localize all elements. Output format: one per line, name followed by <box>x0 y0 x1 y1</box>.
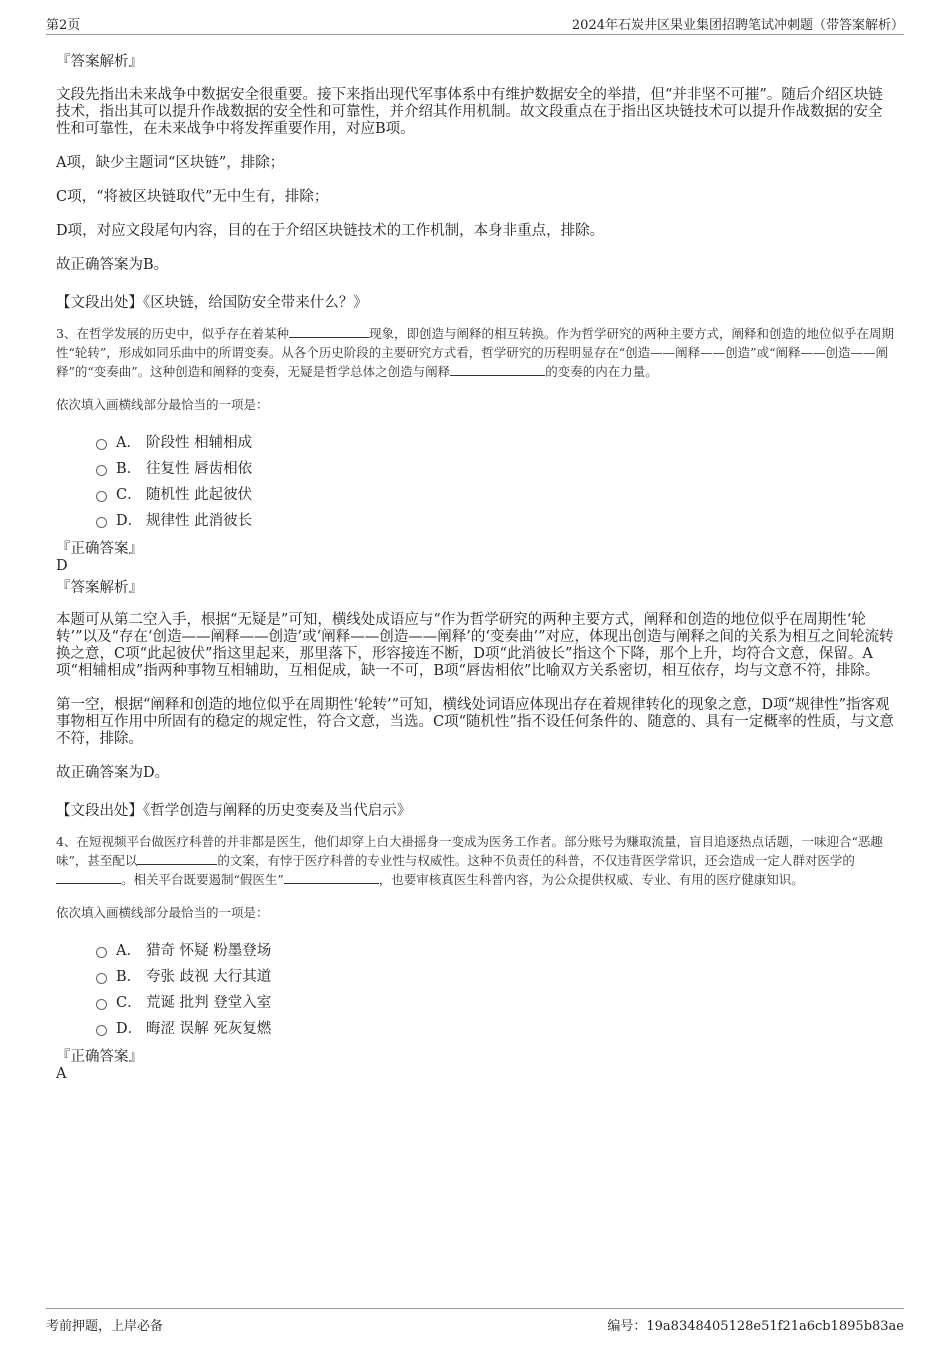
page-number: 第2页 <box>46 18 81 33</box>
passage-source: 【文段出处】《哲学创造与阐释的历史变奏及当代启示》 <box>56 803 412 819</box>
blank-line <box>289 325 369 338</box>
q3-text-part-2: 现象，即创造与阐释的相互转换。作为哲学研究的两种主要方式，阐释和创造的地位似乎在周期性“轮转”，形成如同乐曲中的所谓变奏。从各个历史阶段的主要研究方式看，哲学研究的历程明显存在“创造——阐释——创造”或“阐释——创造——阐释”的“变奏曲”。这种创造和阐释的变奏，无疑是哲学总体之创造与阐释 <box>56 326 894 379</box>
option-a[interactable] <box>56 431 896 457</box>
analysis-paragraph: 文段先指出未来战争中数据安全很重要。接下来指出现代军事体系中有维护数据安全的举措，但“并非坚不可摧”。随后介绍区块链技术，指出其可以提升作战数据的安全性和可靠性，并介绍其作用机制。故文段重点在于指出区块链技术可以提升作战数据的安全性和可靠性，在未来战争中将发挥重要作用，对应B项。 <box>56 87 883 137</box>
blank-line <box>137 852 217 865</box>
radio-icon[interactable] <box>96 517 107 528</box>
analysis-paragraph: 第一空，根据“阐释和创造的地位似乎在周期性‘轮转’”可知，横线处词语应体现出存在着规律转化的现象之意，D项“规律性”指客观事物相互作用中所固有的稳定的规定性，符合文意，当选。C项“随机性”指不设任何条件的、随意的、具有一定概率的性质，与文意不符，排除。 <box>56 697 894 747</box>
q4-text-part-4: ，也要审核真医生科普内容，为公众提供权威、专业、有用的医疗健康知识。 <box>378 872 804 887</box>
option-letter: D． <box>116 513 143 529</box>
answer-conclusion: 故正确答案为D。 <box>56 765 170 781</box>
radio-icon[interactable] <box>96 1025 107 1036</box>
page-content <box>56 44 896 1082</box>
analysis-paragraph: 本题可从第二空入手，根据“无疑是”可知，横线处成语应与“作为哲学研究的两种主要方式，阐释和创造的地位似乎在周期性‘轮转’”以及“存在‘创造——阐释——创造’或‘阐释——创造——阐释’的‘变奏曲’”对应，体现出创造与阐释之间的关系为相互之间轮流转换之意，C项“此起彼伏”指这里起来，那里落下，形容接连不断，D项“此消彼长”指这个下降，那个上升，均符合文意，保留。A项“相辅相成”指两种事物互相辅助，互相促成，缺一不可，B项“唇齿相依”比喻双方关系密切，相互依存，均与文意不符，排除。 <box>56 612 894 679</box>
q4-text-part-3: 。相关平台既要遏制“假医生” <box>121 872 284 887</box>
q4-options <box>56 939 896 1043</box>
radio-icon[interactable] <box>96 999 107 1010</box>
radio-icon[interactable] <box>96 947 107 958</box>
q3-text-part-1: 3、在哲学发展的历史中，似乎存在着某种 <box>56 326 289 341</box>
option-b[interactable] <box>56 457 896 483</box>
page-footer <box>46 1308 904 1335</box>
correct-answer: A <box>56 1066 67 1082</box>
option-text: 荒诞 批判 登堂入室 <box>146 995 272 1011</box>
option-c[interactable] <box>56 483 896 509</box>
option-d[interactable] <box>56 1017 896 1043</box>
option-letter: A． <box>116 943 141 959</box>
correct-answer-label: 『正确答案』 <box>56 1049 143 1065</box>
radio-icon[interactable] <box>96 973 107 984</box>
analysis-label: 『答案解析』 <box>56 580 143 596</box>
option-text: 晦涩 误解 死灰复燃 <box>146 1021 272 1037</box>
correct-answer: D <box>56 558 68 574</box>
option-letter: B． <box>116 969 142 985</box>
option-a[interactable] <box>56 939 896 965</box>
q3-text-part-3: 的变奏的内在力量。 <box>545 364 658 379</box>
radio-icon[interactable] <box>96 465 107 476</box>
question-4-text <box>56 832 896 889</box>
blank-line <box>450 363 545 376</box>
q4-text-part-1: 4、在短视频平台做医疗科普的并非都是医生，他们却穿上白大褂摇身一变成为医务工作者。部分账号为赚取流量，盲目追逐热点话题，一味迎合“恶趣味”，甚至配以 <box>56 834 883 868</box>
analysis-option-c: C项，“将被区块链取代”无中生有，排除； <box>56 189 329 205</box>
radio-icon[interactable] <box>96 491 107 502</box>
question-instruction: 依次填入画横线部分最恰当的一项是： <box>56 397 269 412</box>
option-text: 阶段性 相辅相成 <box>146 435 253 451</box>
option-letter: A． <box>116 435 141 451</box>
option-text: 往复性 唇齿相依 <box>146 461 253 477</box>
question-instruction: 依次填入画横线部分最恰当的一项是： <box>56 905 269 920</box>
option-c[interactable] <box>56 991 896 1017</box>
option-text: 规律性 此消彼长 <box>146 513 253 529</box>
option-d[interactable] <box>56 509 896 535</box>
passage-source: 【文段出处】《区块链，给国防安全带来什么？》 <box>56 295 368 311</box>
document-id: 编号：19a8348405128e51f21a6cb1895b83ae <box>607 1319 904 1334</box>
document-title: 2024年石炭井区果业集团招聘笔试冲刺题（带答案解析） <box>571 18 904 33</box>
option-letter: C． <box>116 487 142 503</box>
analysis-label: 『答案解析』 <box>56 54 143 70</box>
option-letter: B． <box>116 461 142 477</box>
option-letter: D． <box>116 1021 143 1037</box>
blank-line <box>284 871 379 884</box>
footer-slogan: 考前押题，上岸必备 <box>46 1319 164 1334</box>
option-b[interactable] <box>56 965 896 991</box>
q4-text-part-2: 的文案，有悖于医疗科普的专业性与权威性。这种不负责任的科普，不仅违背医学常识，还会造成一定人群对医学的 <box>217 853 855 868</box>
blank-line <box>56 871 121 884</box>
correct-answer-label: 『正确答案』 <box>56 541 143 557</box>
option-text: 猎奇 怀疑 粉墨登场 <box>146 943 272 959</box>
option-letter: C． <box>116 995 142 1011</box>
analysis-option-a: A项，缺少主题词“区块链”，排除； <box>56 155 285 171</box>
option-text: 夸张 歧视 大行其道 <box>146 969 272 985</box>
question-3-text <box>56 324 896 381</box>
page-header <box>46 14 904 35</box>
answer-conclusion: 故正确答案为B。 <box>56 257 169 273</box>
q3-options <box>56 431 896 535</box>
analysis-option-d: D项，对应文段尾句内容，目的在于介绍区块链技术的工作机制，本身非重点，排除。 <box>56 223 605 239</box>
option-text: 随机性 此起彼伏 <box>146 487 253 503</box>
radio-icon[interactable] <box>96 439 107 450</box>
